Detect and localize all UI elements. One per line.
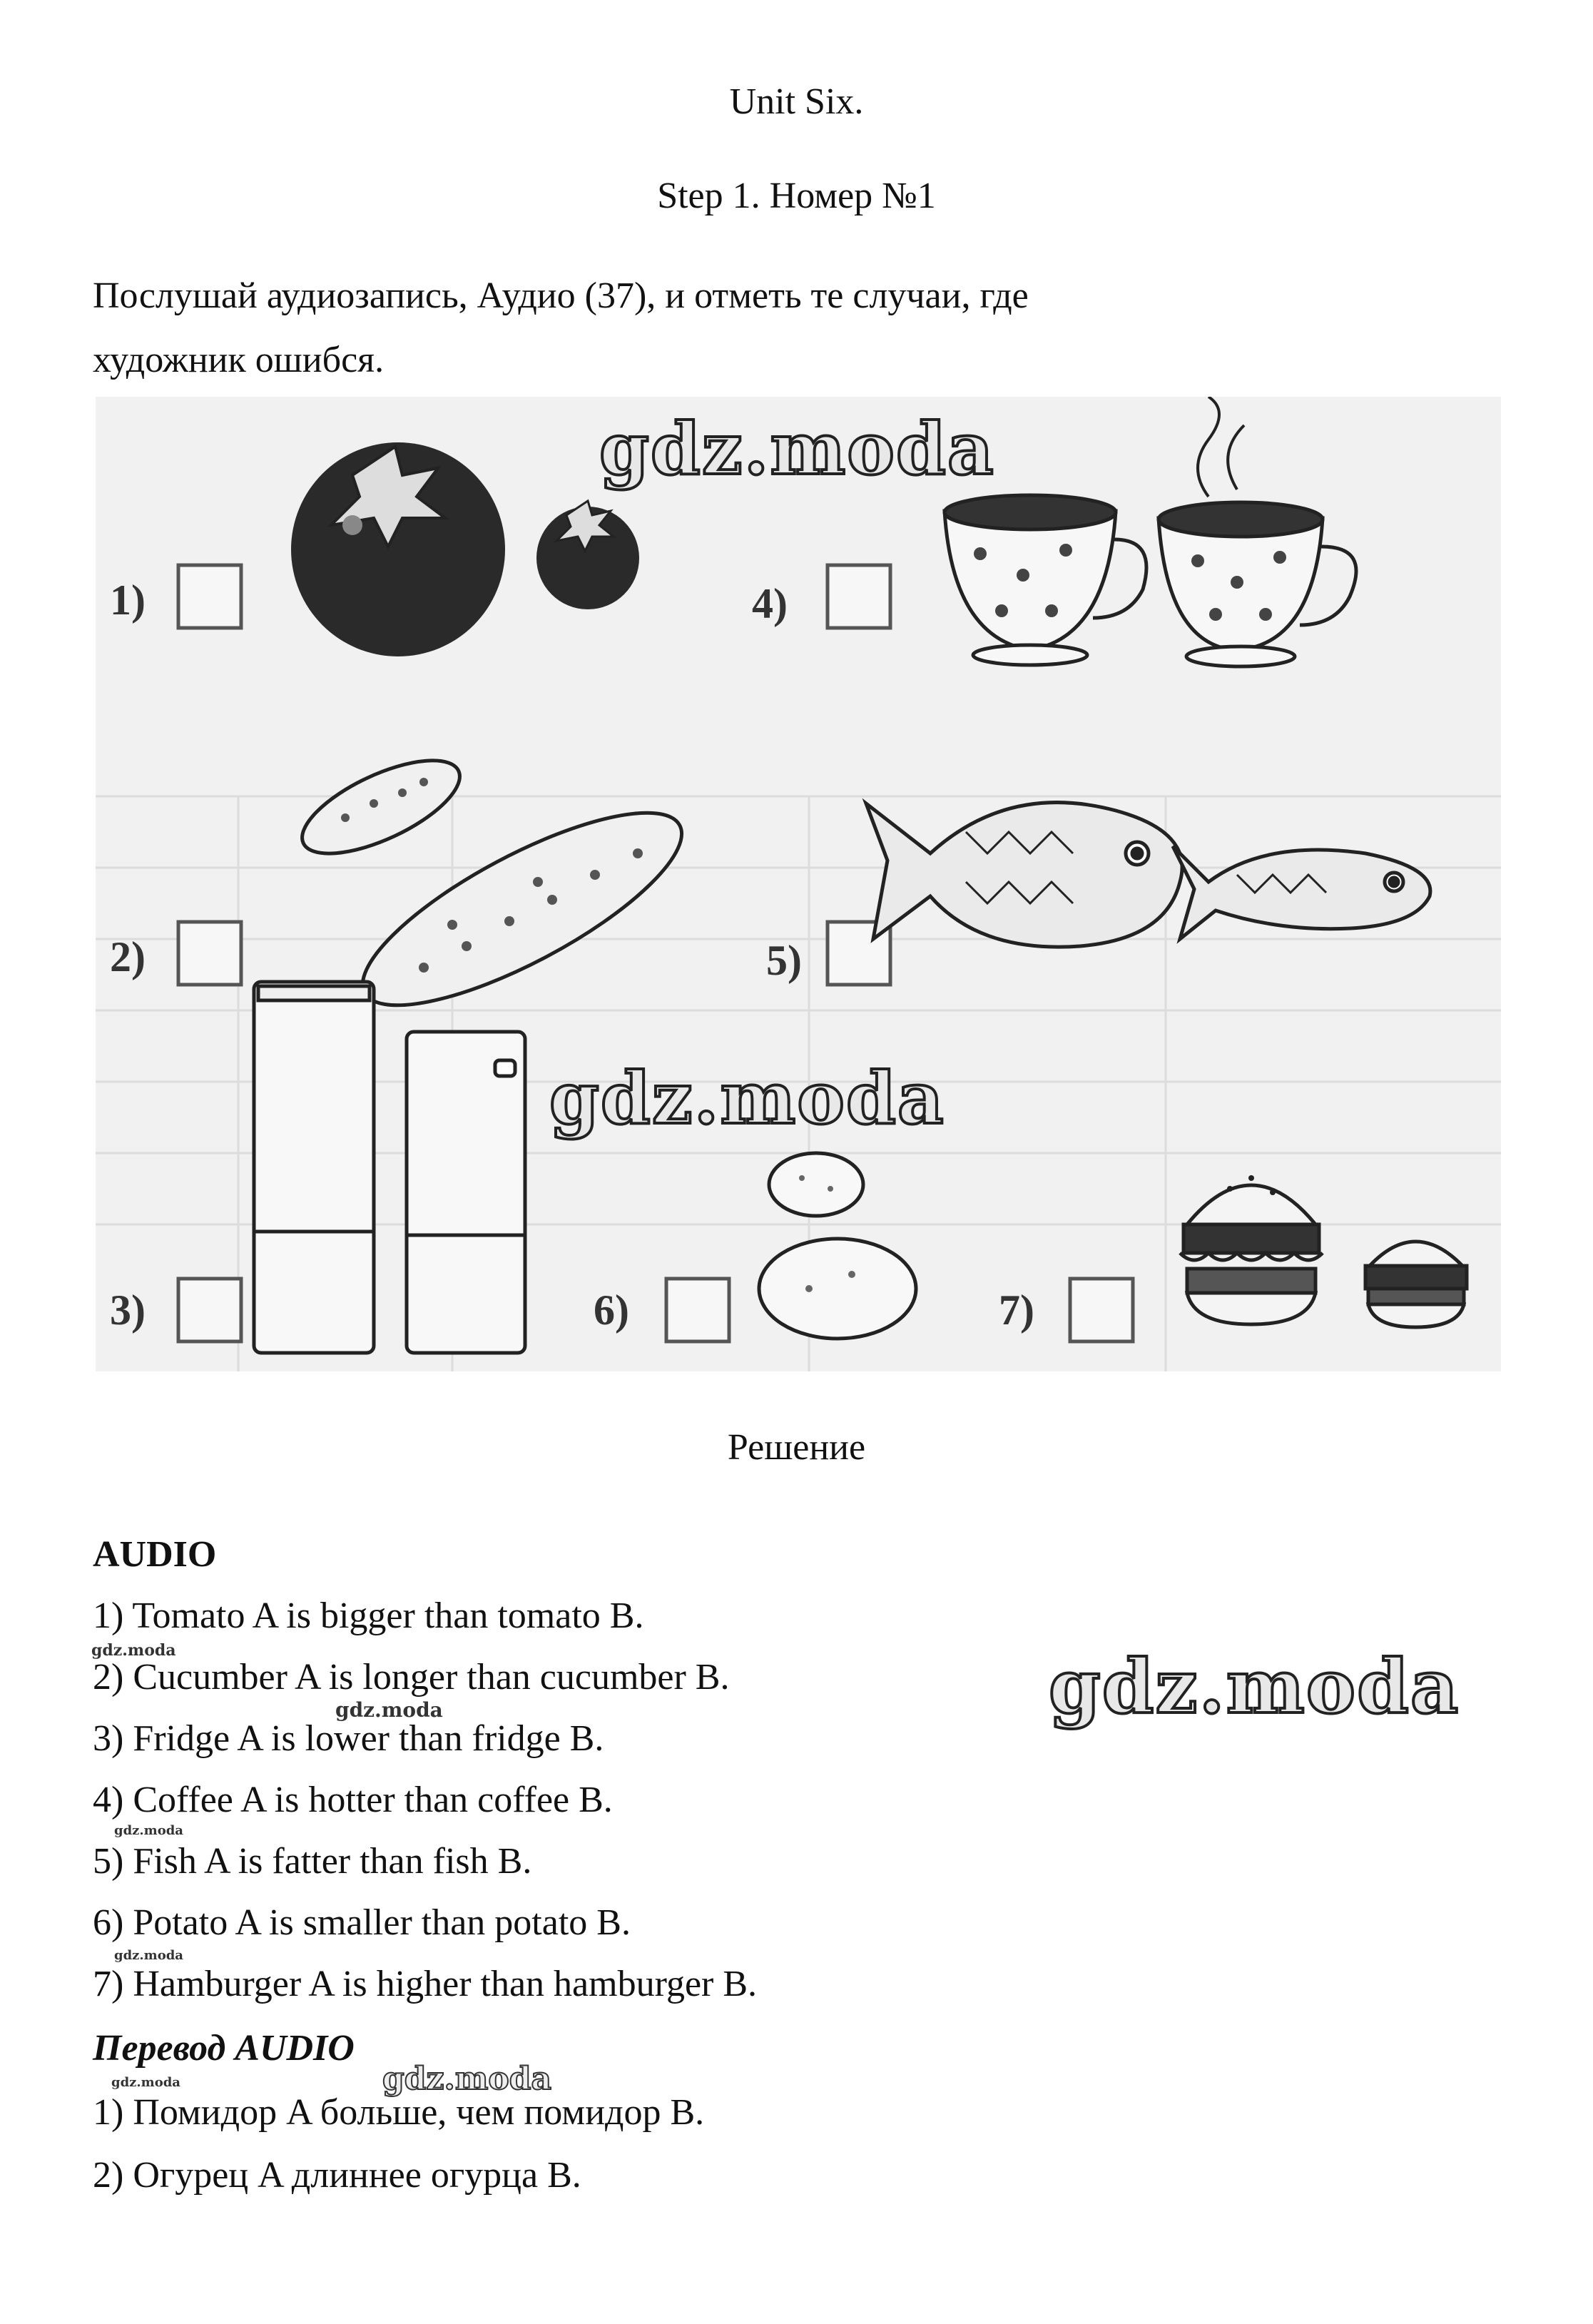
item-5-label: 5) bbox=[766, 937, 802, 984]
audio-line-2: 2) Cucumber A is longer than cucumber B. bbox=[93, 1657, 730, 1698]
task-text-line-1: Послушай аудиозапись, Аудио (37), и отметь те случаи, где bbox=[93, 275, 1029, 316]
item-6-label: 6) bbox=[594, 1287, 629, 1334]
potato-icon bbox=[759, 1153, 916, 1339]
fridge-icon bbox=[254, 982, 525, 1353]
audio-line-7: 7) Hamburger A is higher than hamburger B. bbox=[93, 1964, 758, 2004]
item-3-label: 3) bbox=[110, 1287, 146, 1334]
item-7-checkbox[interactable] bbox=[1070, 1279, 1133, 1341]
watermark-small: gdz.moda bbox=[114, 1948, 183, 1963]
audio-heading: AUDIO bbox=[93, 1534, 217, 1575]
watermark-small: gdz.moda bbox=[335, 1698, 443, 1722]
watermark-small: gdz.moda bbox=[111, 2075, 180, 2090]
task-text-line-2: художник ошибся. bbox=[93, 340, 385, 380]
item-3-checkbox[interactable] bbox=[178, 1279, 241, 1341]
item-1-label: 1) bbox=[110, 577, 146, 624]
audio-line-5: 5) Fish A is fatter than fish B. bbox=[93, 1841, 532, 1882]
item-2-label: 2) bbox=[110, 933, 146, 980]
audio-line-1: 1) Tomato A is bigger than tomato B. bbox=[93, 1595, 644, 1636]
watermark-logo: gdz.moda bbox=[549, 1056, 945, 1140]
translation-line-1: 1) Помидор A больше, чем помидор B. bbox=[93, 2092, 705, 2133]
fish-icon bbox=[866, 803, 1430, 948]
watermark-logo: gdz.moda bbox=[1049, 1643, 1460, 1730]
coffee-cup-icon bbox=[945, 397, 1356, 666]
solution-heading: Решение bbox=[727, 1427, 866, 1468]
exercise-figure bbox=[96, 397, 1501, 1371]
hamburger-icon bbox=[1180, 1175, 1467, 1327]
item-4-checkbox[interactable] bbox=[828, 565, 890, 628]
item-2-checkbox[interactable] bbox=[178, 922, 241, 985]
item-4-label: 4) bbox=[752, 580, 788, 627]
exercise-illustration bbox=[96, 397, 1501, 1371]
item-1-checkbox[interactable] bbox=[178, 565, 241, 628]
audio-line-3: 3) Fridge A is lower than fridge B. bbox=[93, 1718, 604, 1759]
tomato-icon bbox=[291, 442, 639, 656]
item-7-label: 7) bbox=[999, 1287, 1034, 1334]
watermark-small: gdz.moda bbox=[91, 1641, 176, 1660]
audio-line-6: 6) Potato A is smaller than potato B. bbox=[93, 1902, 631, 1943]
watermark-small: gdz.moda bbox=[114, 1823, 183, 1838]
step-title: Step 1. Номер №1 bbox=[657, 176, 936, 216]
translation-heading: Перевод AUDIO bbox=[93, 2028, 355, 2069]
item-6-checkbox[interactable] bbox=[666, 1279, 729, 1341]
watermark-logo: gdz.moda bbox=[382, 2061, 552, 2097]
translation-line-2: 2) Огурец A длиннее огурца B. bbox=[93, 2155, 581, 2196]
watermark-logo: gdz.moda bbox=[599, 407, 995, 491]
unit-title: Unit Six. bbox=[729, 81, 864, 122]
audio-line-4: 4) Coffee A is hotter than coffee B. bbox=[93, 1780, 613, 1820]
